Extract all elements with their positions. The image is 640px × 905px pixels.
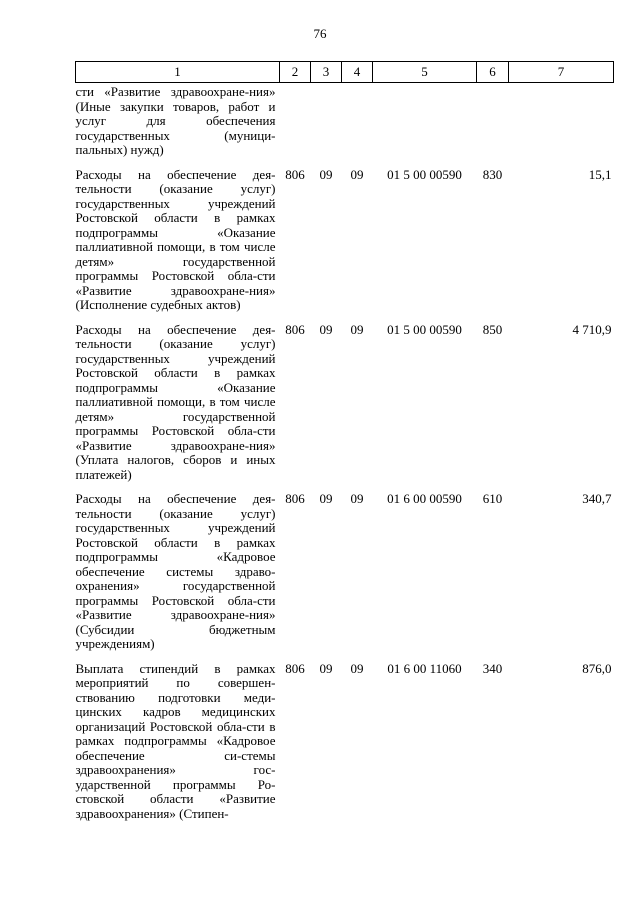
header-col-4: 4 — [342, 62, 373, 83]
row-subsection — [342, 83, 373, 161]
header-col-7: 7 — [509, 62, 614, 83]
row-expense-type: 610 — [482, 491, 503, 506]
row-description: Выплата стипендий в рамках мероприятий по совершен-ствованию подготовки меди-цинских кадров медицинских организаций Ростовской обла-сти в рамках подпрограммы «Кадровое обеспечение си-стемы здравоохранения» гос-ударственной программы Ро-стовской области «Развитие здравоохранения» (Стипен- — [75, 660, 276, 821]
row-ministry: 806 — [285, 491, 305, 506]
row-ministry: 806 — [285, 166, 305, 182]
header-col-5: 5 — [373, 62, 477, 83]
row-section: 09 — [319, 660, 333, 676]
row-subsection: 09 — [350, 660, 364, 676]
row-ministry: 806 — [285, 660, 305, 676]
row-amount — [509, 83, 614, 161]
header-row — [76, 62, 614, 83]
page-number: 76 — [313, 26, 327, 41]
row-ministry — [280, 83, 311, 161]
row-amount: 340,7 — [582, 491, 612, 506]
row-description: Расходы на обеспечение дея-тельности (оказание услуг) государственных учреждений Ростовской области в рамках подпрограммы «Оказание паллиативной помощи, в том числе детям» государственной программы Ростовской обла-сти «Развитие здравоохране-ния» (Исполнение судебных актов) — [75, 166, 276, 312]
row-description: сти «Развитие здравоохране-ния» (Иные закупки товаров, работ и услуг для обеспечения государственных (муници-пальных) нужд) — [75, 84, 276, 157]
budget-table — [75, 61, 614, 824]
row-section — [311, 83, 342, 161]
row-target: 01 5 00 00590 — [387, 321, 462, 337]
table-row — [76, 161, 614, 316]
row-expense-type: 830 — [482, 166, 503, 182]
header-col-1: 1 — [76, 62, 280, 83]
row-expense-type — [477, 83, 509, 161]
row-target: 01 6 00 11060 — [387, 660, 462, 676]
table-row — [76, 485, 614, 655]
row-expense-type: 340 — [482, 660, 503, 676]
row-subsection: 09 — [350, 321, 364, 337]
row-section: 09 — [319, 491, 333, 506]
table-row — [76, 655, 614, 825]
table-body — [76, 83, 614, 825]
row-subsection: 09 — [350, 166, 364, 182]
table-row — [76, 316, 614, 486]
row-section: 09 — [319, 321, 333, 337]
table-row — [76, 83, 614, 161]
header-col-2: 2 — [280, 62, 311, 83]
row-target — [373, 83, 477, 161]
row-amount: 876,0 — [582, 660, 612, 676]
header-col-3: 3 — [311, 62, 342, 83]
row-amount: 4 710,9 — [572, 321, 612, 337]
row-subsection: 09 — [350, 491, 364, 506]
row-target: 01 6 00 00590 — [387, 491, 462, 506]
table-header — [76, 62, 614, 83]
row-amount: 15,1 — [588, 166, 612, 182]
row-expense-type: 850 — [482, 321, 503, 337]
row-description: Расходы на обеспечение дея-тельности (оказание услуг) государственных учреждений Ростовской области в рамках подпрограммы «Оказание паллиативной помощи, в том числе детям» государственной программы Ростовской обла-сти «Развитие здравоохране-ния» (Уплата налогов, сборов и иных платежей) — [75, 321, 276, 482]
header-col-6: 6 — [477, 62, 509, 83]
row-description: Расходы на обеспечение дея-тельности (оказание услуг) государственных учреждений Ростовской области в рамках подпрограммы «Кадровое обеспечение системы здраво-охранения» государственной программы Ростовской обла-сти «Развитие здравоохране-ния» (Субсидии бюджетным учреждениям) — [75, 491, 276, 651]
row-ministry: 806 — [285, 321, 305, 337]
row-target: 01 5 00 00590 — [387, 166, 462, 182]
row-section: 09 — [319, 166, 333, 182]
